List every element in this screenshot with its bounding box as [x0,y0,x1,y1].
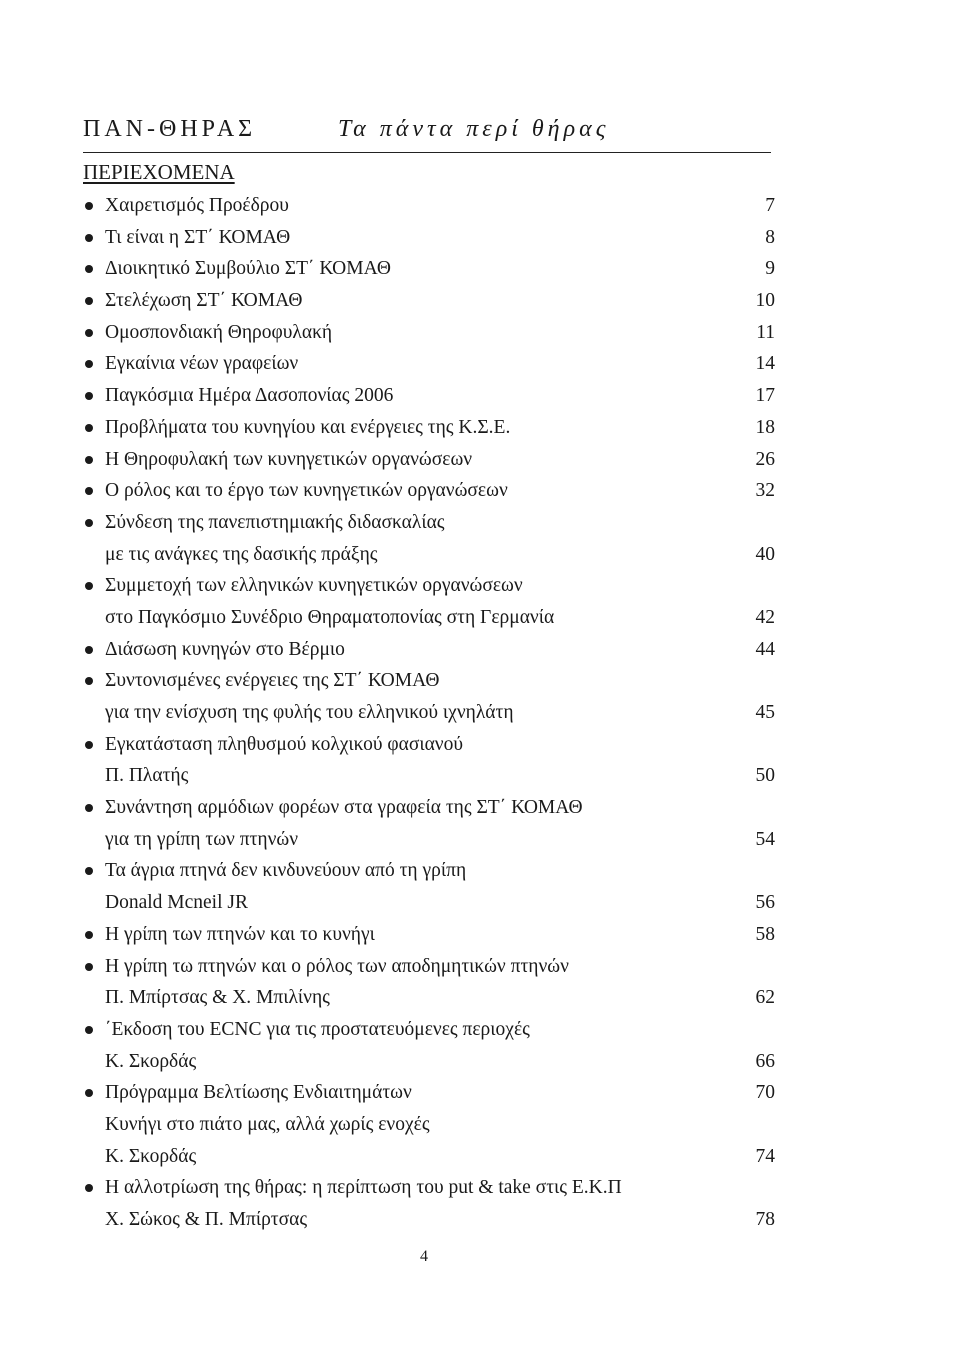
toc-row [83,1204,775,1236]
toc-entry-title: Συμμετοχή των ελληνικών κυνηγετικών οργανώσεων [105,575,523,597]
toc-row [83,253,775,285]
toc-entry-title: Προβλήματα του κυνηγίου και ενέργειες της Κ.Σ.Ε. [105,416,511,438]
toc-row [83,697,775,729]
toc-entry-title: Εγκαίνια νέων γραφείων [105,353,299,375]
toc-row [83,951,775,983]
toc-entry-page: 44 [755,638,775,660]
toc-row [83,855,775,887]
toc-entry-page: 10 [755,290,775,312]
table-of-contents [83,190,775,1236]
toc-entry-title: Στελέχωση ΣΤ΄ ΚΟΜΑΘ [105,290,303,312]
toc-entry-title: Η γρίπη τω πτηνών και ο ρόλος των αποδημητικών πτηνών [105,955,569,977]
toc-entry-page: 42 [755,606,775,628]
toc-row [83,729,775,761]
toc-entry-title: Πρόγραμμα Βελτίωσης Ενδιαιτημάτων [105,1082,412,1104]
toc-entry-page: 9 [765,258,775,280]
toc-entry-page: 17 [755,385,775,407]
toc-row [83,887,775,919]
toc-row [83,602,775,634]
toc-entry-title: Διάσωση κυνηγών στο Βέρμιο [105,638,345,660]
bullet-icon [85,265,93,273]
toc-entry-page: 66 [755,1050,775,1072]
toc-entry-title: Χαιρετισμός Προέδρου [105,195,289,216]
toc-row [83,507,775,539]
toc-entry-title: Η γρίπη των πτηνών και το κυνήγι [105,923,375,945]
toc-entry-page: 45 [755,702,775,723]
toc-entry-title: Η αλλοτρίωση της θήρας: η περίπτωση του put & take στις Ε.Κ.Π [105,1177,622,1199]
magazine-brand: ΠΑΝ-ΘΗΡΑΣ [83,116,257,142]
toc-entry-page: 78 [755,1209,775,1230]
toc-row [83,1141,775,1173]
toc-row [83,348,775,380]
toc-row [83,380,775,412]
toc-row [83,634,775,666]
toc-row [83,982,775,1014]
bullet-icon [85,297,93,305]
toc-entry-title: Τα άγρια πτηνά δεν κινδυνεύουν από τη γρίπη [105,860,467,882]
bullet-icon [85,456,93,464]
bullet-icon [85,1026,93,1034]
toc-entry-title: Ο ρόλος και το έργο των κυνηγετικών οργανώσεων [105,480,508,502]
bullet-icon [85,202,93,210]
toc-entry-page: 14 [755,353,775,375]
toc-entry-title: για τη γρίπη των πτηνών [105,828,299,850]
toc-entry-title: Διοικητικό Συμβούλιο ΣΤ΄ ΚΟΜΑΘ [105,258,391,280]
toc-row [83,190,775,222]
toc-entry-page: 74 [755,1145,775,1167]
bullet-icon [85,519,93,527]
bullet-icon [85,931,93,939]
toc-row [83,1046,775,1078]
toc-entry-page: 32 [755,480,775,502]
toc-entry-title: στο Παγκόσμιο Συνέδριο Θηραματοπονίας στη Γερμανία [105,606,555,628]
toc-entry-page: 58 [755,923,775,945]
toc-entry-title: Donald Mcneil JR [105,892,248,914]
toc-entry-title: Συντονισμένες ενέργειες της ΣΤ΄ ΚΟΜΑΘ [105,670,440,692]
toc-entry-title: για την ενίσχυση της φυλής του ελληνικού ιχνηλάτη [105,702,514,723]
bullet-icon [85,487,93,495]
toc-entry-title: Σύνδεση της πανεπιστημιακής διδασκαλίας [105,511,445,533]
bullet-icon [85,582,93,590]
toc-entry-title: Κυνήγι στο πιάτο μας, αλλά χωρίς ενοχές [105,1113,430,1135]
toc-row [83,760,775,792]
toc-entry-page: 54 [755,828,775,850]
toc-entry-title: Συνάντηση αρμόδιων φορέων στα γραφεία της ΣΤ΄ ΚΟΜΑΘ [105,797,583,819]
toc-entry-page: 40 [755,543,775,565]
bullet-icon [85,804,93,812]
toc-entry-title: Π. Πλατής [105,765,189,787]
toc-entry-title: Κ. Σκορδάς [105,1145,197,1167]
toc-entry-page: 56 [755,892,775,914]
toc-entry-page: 11 [756,321,775,343]
bullet-icon [85,1184,93,1192]
toc-row [83,1172,775,1204]
magazine-tagline: Τα πάντα περί θήρας [338,116,610,142]
toc-entry-page: 18 [755,416,775,438]
toc-row [83,222,775,254]
bullet-icon [85,329,93,337]
toc-entry-page: 8 [765,226,775,248]
toc-entry-page: 7 [765,195,775,216]
toc-entry-page: 26 [755,448,775,470]
toc-row [83,1077,775,1109]
bullet-icon [85,1089,93,1097]
bullet-icon [85,963,93,971]
bullet-icon [85,234,93,242]
toc-row [83,285,775,317]
toc-row [83,824,775,856]
bullet-icon [85,646,93,654]
toc-row [83,539,775,571]
bullet-icon [85,392,93,400]
toc-row [83,570,775,602]
toc-row [83,792,775,824]
toc-row [83,317,775,349]
toc-entry-page: 50 [755,765,775,787]
toc-entry-title: Χ. Σώκος & Π. Μπίρτσας [105,1209,308,1230]
toc-title: ΠΕΡΙΕΧΟΜΕΝΑ [83,160,235,184]
bullet-icon [85,867,93,875]
toc-row [83,665,775,697]
toc-entry-title: Εγκατάσταση πληθυσμού κολχικού φασιανού [105,733,464,755]
toc-row [83,475,775,507]
toc-entry-title: Η Θηροφυλακή των κυνηγετικών οργανώσεων [105,448,473,470]
toc-entry-title: Π. Μπίρτσας & Χ. Μπιλίνης [105,987,330,1009]
toc-entry-title: Κ. Σκορδάς [105,1050,197,1072]
page-header [83,112,771,153]
toc-row [83,1109,775,1141]
toc-entry-title: με τις ανάγκες της δασικής πράξης [105,543,378,565]
bullet-icon [85,360,93,368]
toc-entry-page: 70 [755,1082,775,1104]
toc-entry-title: Τι είναι η ΣΤ΄ ΚΟΜΑΘ [105,226,291,248]
toc-row [83,1014,775,1046]
toc-entry-title: Παγκόσμια Ημέρα Δασοπονίας 2006 [105,385,394,407]
toc-entry-title: ΄Εκδοση του ECNC για τις προστατευόμενες περιοχές [105,1018,530,1040]
page-number: 4 [420,1248,428,1265]
toc-row [83,444,775,476]
toc-row [83,919,775,951]
toc-row [83,412,775,444]
bullet-icon [85,677,93,685]
toc-entry-page: 62 [755,987,775,1009]
bullet-icon [85,424,93,432]
bullet-icon [85,741,93,749]
toc-entry-title: Ομοσπονδιακή Θηροφυλακή [105,321,333,343]
